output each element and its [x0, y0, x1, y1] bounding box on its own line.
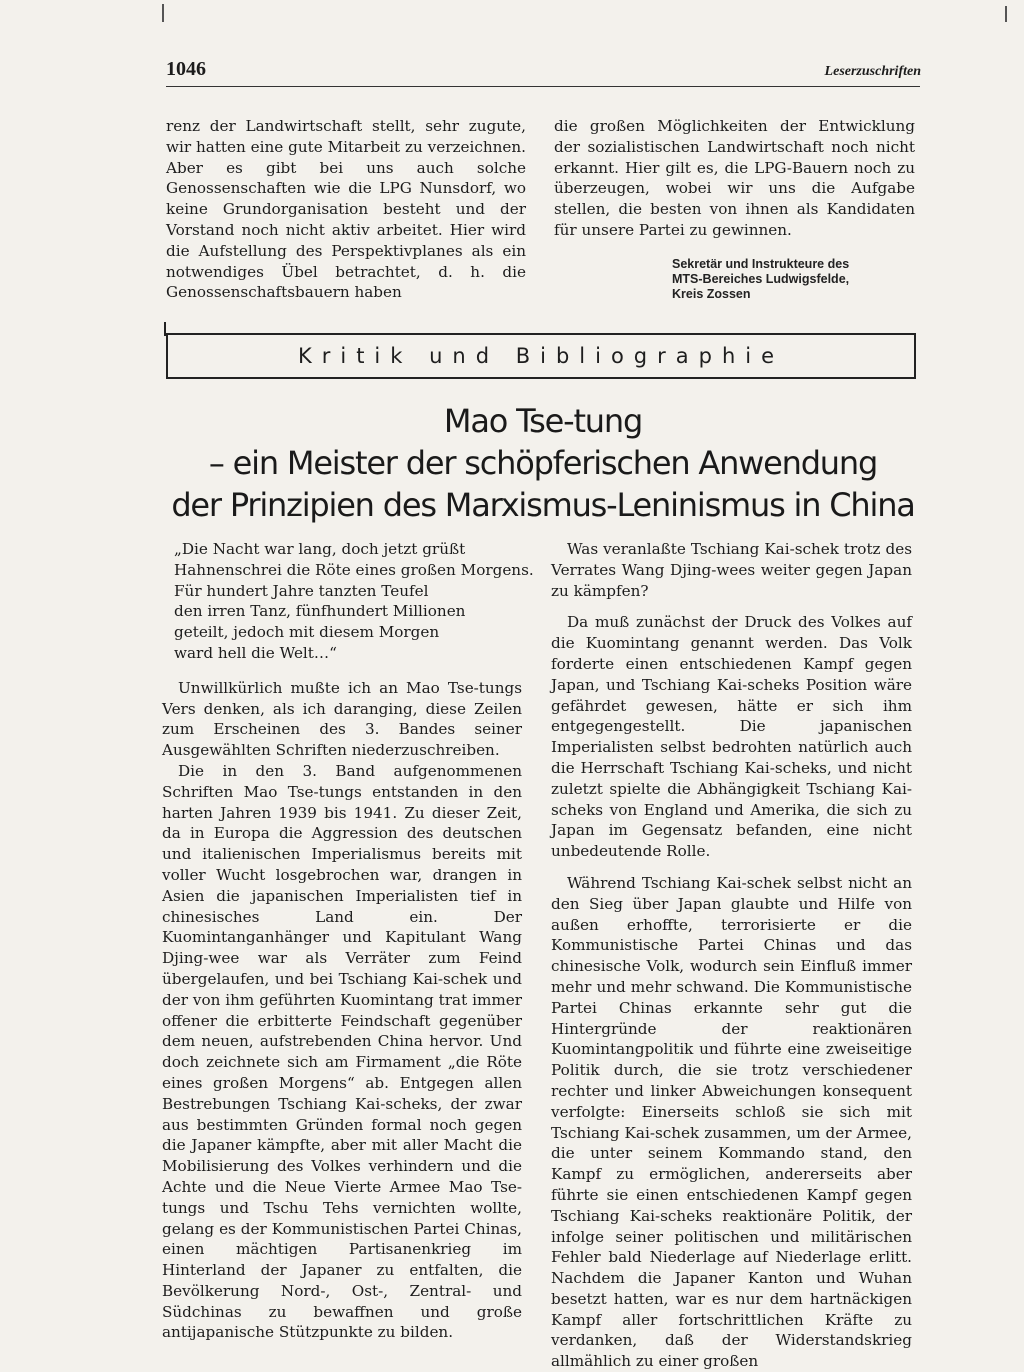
- article-right-column: [551, 539, 912, 1372]
- poem-quote: [174, 539, 534, 664]
- article-paragraph: Unwillkürlich mußte ich an Mao Tse-tungs Vers denken, als ich daranging, diese Zeilen zum Erscheinen des 3. Bandes seiner Ausgewählten Schriften niederzuschreiben.: [162, 678, 522, 760]
- poem-line: geteilt, jedoch mit diesem Morgen: [174, 623, 440, 642]
- article-paragraph: Die in den 3. Band aufgenommenen Schriften Mao Tse-tungs entstanden in den harten Jahren 1939 bis 1941. Zu dieser Zeit, da in Europa die Aggression des deutschen und italienischen Imperialismus bereits mit voller Wucht losgebrochen war, drangen in Asien die japanischen Imperialisten tief in chinesisches Land ein. Der Kuomintanganhänger und Kapitulant Wang Djing-wee war als Verräter zum Feind übergelaufen, und bei Tschiang Kai-schek und der von ihm geführten Kuomintang trat immer offener die erbitterte Feindschaft gegenüber dem neuen, aufstrebenden China hervor. Und doch zeichnete sich am Firmament „die Röte eines großen Morgens“ ab. Entgegen allen Bestrebungen Tschiang Kai-scheks, der zwar aus bestimmten Gründen formal noch gegen die Japaner kämpfte, aber mit aller Macht die Mobilisierung des Volkes verhindern und die Achte und die Neue Vierte Armee Mao Tse-tungs und Tschu Tehs vernichten wollte, gelang es der Kommunistischen Partei Chinas, einen mächtigen Partisanenkrieg im Hinterland der Japaner zu entfalten, die Bevölkerung Nord-, Ost-, Zentral- und Südchinas zu bewaffnen und große antijapanische Stützpunkte zu bilden.: [162, 761, 522, 1342]
- poem-line: ward hell die Welt…“: [174, 643, 337, 662]
- letter-right-paragraph: die großen Möglichkeiten der Entwicklung der sozialistischen Landwirtschaft noch nicht erkannt. Hier gilt es, die LPG-Bauern noch zu überzeugen, wobei wir uns die Aufgabe stellen, die besten von ihnen als Kandidaten für unsere Partei zu gewinnen.: [554, 117, 915, 239]
- article-paragraph: Was veranlaßte Tschiang Kai-schek trotz des Verrates Wang Djing-wees weiter gegen Japan zu kämpfen?: [551, 540, 912, 600]
- headline-line: der Prinzipien des Marxismus-Leninismus in China: [171, 486, 915, 524]
- header-rule: [166, 86, 920, 87]
- signature-line: Kreis Zossen: [672, 287, 751, 301]
- article-left-column: [162, 539, 534, 1343]
- article-paragraph: Da muß zunächst der Druck des Volkes auf die Kuomintang genannt werden. Das Volk forderte einen entschiedenen Kampf gegen Japan, und Tschiang Kai-scheks Position wäre gefährdet gewesen, hätte er sich ihm entgegengestellt. Die japanischen Imperialisten selbst bedrohten natürlich auch die Herrschaft Tschiang Kai-scheks, und nicht zuletzt spielte die Abhängigkeit Tschiang Kai-scheks von England und Amerika, die sich zu Japan im Gegensatz befanden, eine nicht unbedeutende Rolle.: [551, 613, 912, 861]
- poem-line: Für hundert Jahre tanzten Teufel: [174, 581, 429, 600]
- headline-line: – ein Meister der schöpferischen Anwendung: [208, 444, 878, 482]
- page-number: 1046: [166, 58, 206, 80]
- poem-line: Hahnenschrei die Röte eines großen Morgens.: [174, 560, 534, 579]
- article-headline: [166, 400, 920, 526]
- scan-mark-top-left: [162, 4, 164, 22]
- letter-signature: [672, 257, 922, 302]
- scan-mark-top-right: [1005, 6, 1007, 22]
- article-paragraph: Während Tschiang Kai-schek selbst nicht an den Sieg über Japan glaubte und Hilfe von außen erhoffte, terrorisierte er die Kommunistische Partei Chinas und das chinesische Volk, wodurch sein Einfluß immer mehr und mehr schwand. Die Kommunistische Partei Chinas erkannte sehr gut die Hintergründe der reaktionären Kuomintangpolitik und führte eine zweiseitige Politik durch, die sie trotz verschiedener rechter und linker Abweichungen konsequent verfolgte: Einerseits schloß sie sich mit Tschiang Kai-schek zusammen, um der Armee, die unter seinem Kommando stand, den Kampf zu ermöglichen, andererseits aber führte sie einen entschiedenen Kampf gegen Tschiang Kai-scheks reaktionäre Politik, der infolge seiner politischen und militärischen Fehler bald Niederlage auf Niederlage erlitt. Nachdem die Japaner Kanton und Wuhan besetzt hatten, war es nur dem hartnäckigen Kampf aller fortschrittlichen Kräfte zu verdanken, daß der Widerstandskrieg allmählich zu einer großen: [551, 873, 912, 1371]
- letter-left-paragraph: renz der Landwirtschaft stellt, sehr zugute, wir hatten eine gute Mitarbeit zu verzeichnen. Aber es gibt bei uns auch solche Genossenschaften wie die LPG Nunsdorf, wo keine Grundorganisation besteht und der Vorstand noch nicht aktiv arbeitet. Hier wird die Aufstellung des Perspektivplanes als ein notwendiges Übel betrachtet, d. h. die Genossenschaftsbauern haben: [166, 117, 526, 302]
- headline-line: Mao Tse-tung: [443, 402, 643, 440]
- poem-line: den irren Tanz, fünfhundert Millionen: [174, 602, 466, 621]
- letter-right-column: [554, 116, 915, 241]
- section-title: Kritik und Bibliographie: [297, 344, 785, 368]
- letter-left-column: [166, 116, 526, 303]
- running-head: Leserzuschriften: [824, 64, 921, 79]
- signature-line: MTS-Bereiches Ludwigsfelde,: [672, 272, 850, 286]
- poem-line: „Die Nacht war lang, doch jetzt grüßt: [174, 540, 466, 558]
- section-heading-box: [166, 333, 916, 379]
- signature-line: Sekretär und Instrukteure des: [672, 257, 850, 271]
